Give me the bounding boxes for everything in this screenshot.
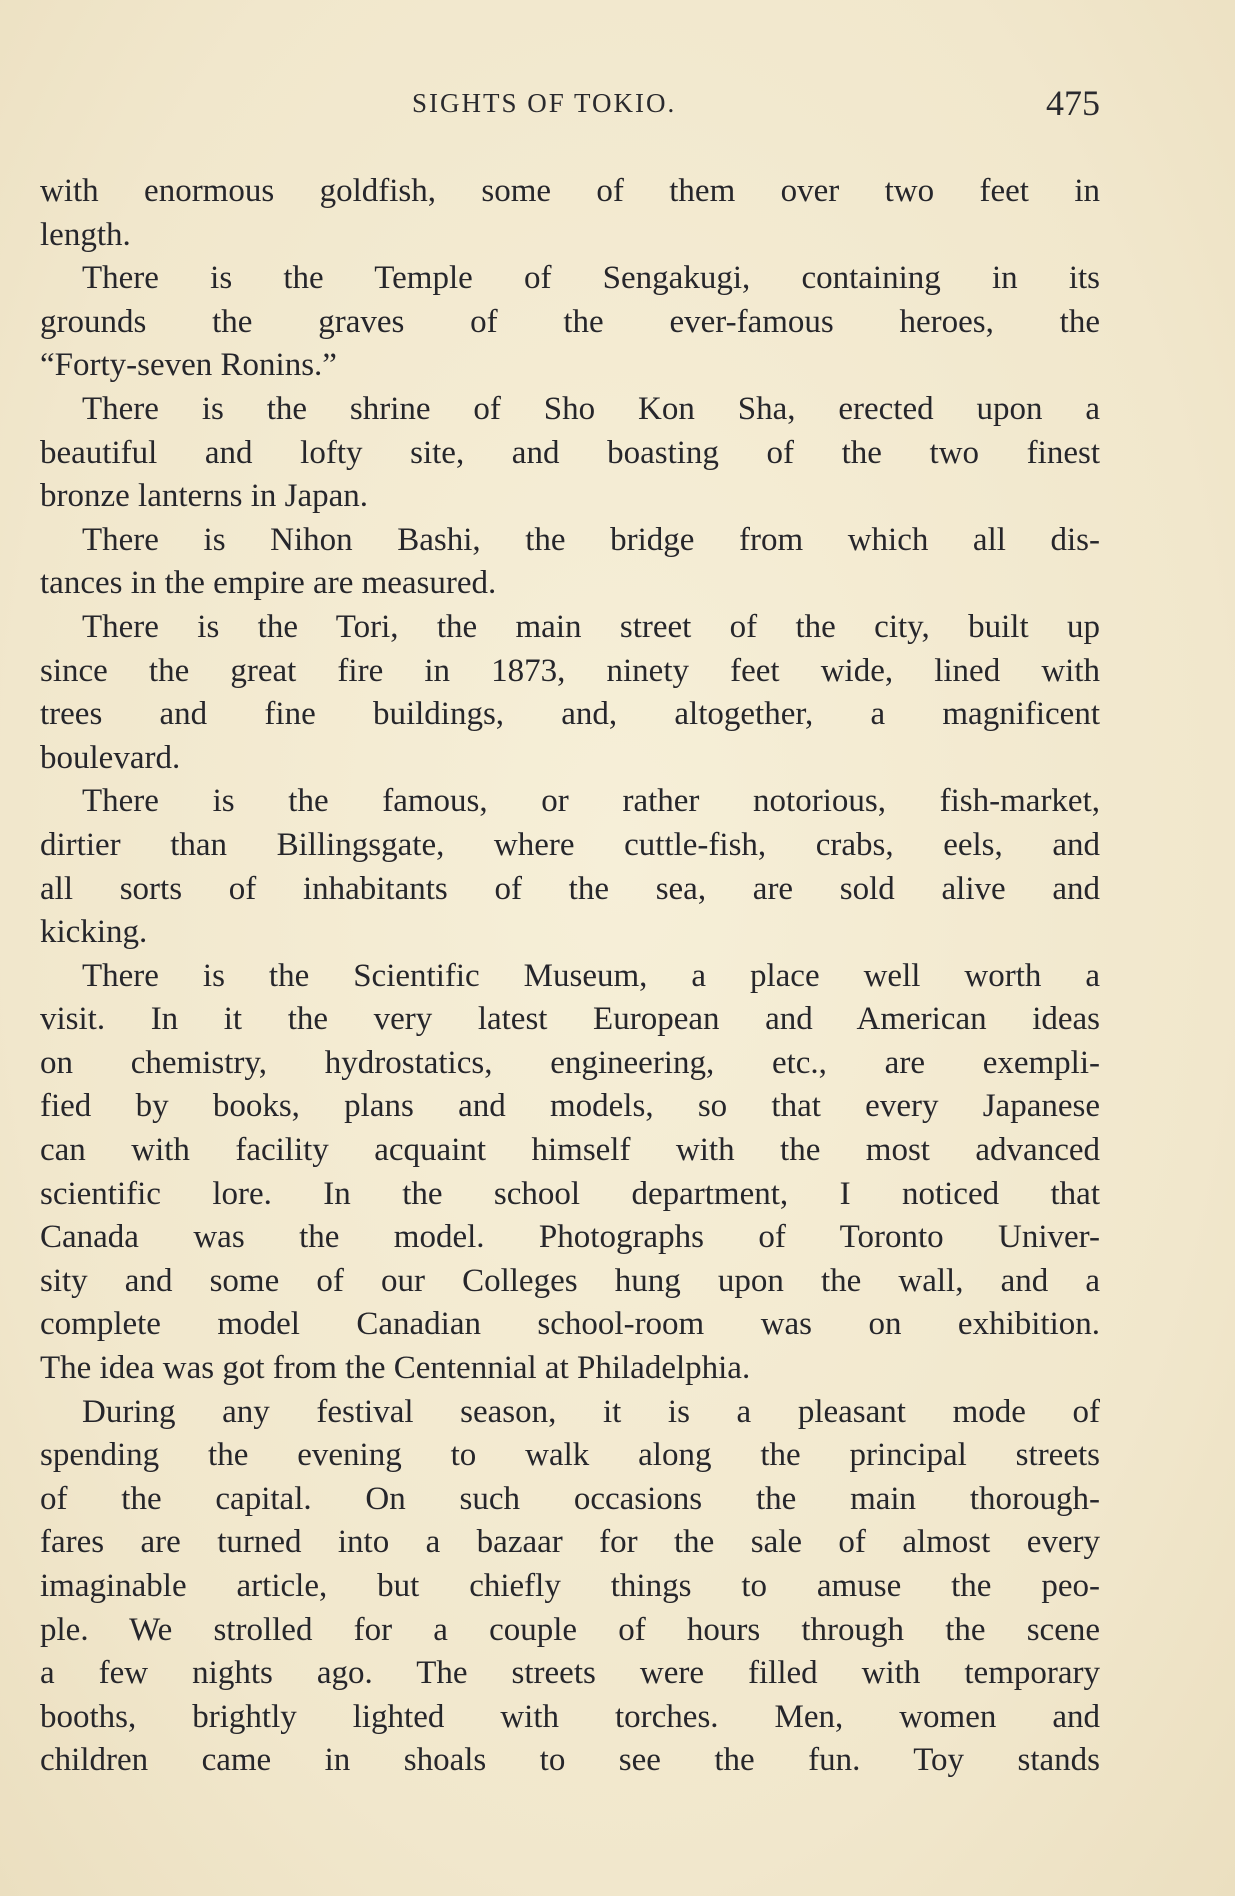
text-line: fares are turned into a bazaar for the sale of almost every	[40, 1524, 1100, 1561]
text-line: bronze lanterns in Japan.	[40, 478, 369, 515]
text-line: children came in shoals to see the fun. Toy stands	[40, 1742, 1100, 1779]
running-title: SIGHTS OF TOKIO.	[412, 88, 677, 118]
text-line: There is the Temple of Sengakugi, containing in its	[82, 260, 1100, 297]
text-line: kicking.	[40, 914, 148, 951]
text-line: During any festival season, it is a pleasant mode of	[82, 1393, 1100, 1430]
text-line: There is the Tori, the main street of the city, built up	[82, 608, 1100, 645]
text-line: sity and some of our Colleges hung upon the wall, and a	[40, 1262, 1100, 1299]
text-line: tances in the empire are measured.	[40, 565, 497, 602]
text-line: There is Nihon Bashi, the bridge from which all dis-	[82, 521, 1100, 558]
text-line: all sorts of inhabitants of the sea, are sold alive and	[40, 870, 1100, 907]
text-line: since the great fire in 1873, ninety feet wide, lined with	[40, 652, 1100, 689]
text-line: length.	[40, 216, 131, 253]
text-line: a few nights ago. The streets were filled with temporary	[40, 1655, 1100, 1692]
text-line: of the capital. On such occasions the main thorough-	[40, 1480, 1100, 1517]
text-line: “Forty-seven Ronins.”	[40, 347, 337, 384]
text-line: fied by books, plans and models, so that every Japanese	[40, 1088, 1100, 1125]
page-number: 475	[1046, 83, 1100, 123]
text-line: trees and fine buildings, and, altogether, a magnificent	[40, 696, 1100, 733]
text-line: boulevard.	[40, 739, 181, 776]
text-line: booths, brightly lighted with torches. Men, women and	[40, 1698, 1100, 1735]
text-line: with enormous goldfish, some of them over two feet in	[40, 173, 1100, 209]
text-line: imaginable article, but chiefly things to amuse the peo-	[40, 1568, 1100, 1604]
text-line: visit. In it the very latest European and American ideas	[40, 1001, 1100, 1038]
text-line: spending the evening to walk along the principal streets	[40, 1437, 1100, 1474]
body-text	[40, 170, 1100, 1783]
text-line: scientific lore. In the school department, I noticed that	[40, 1175, 1100, 1212]
text-line: The idea was got from the Centennial at Philadelphia.	[40, 1350, 751, 1387]
text-line: can with facility acquaint himself with the most advanced	[40, 1132, 1100, 1169]
text-line: dirtier than Billingsgate, where cuttle-fish, crabs, eels, and	[40, 826, 1100, 863]
text-line: on chemistry, hydrostatics, engineering, etc., are exempli-	[40, 1044, 1100, 1081]
text-line: complete model Canadian school-room was on exhibition.	[40, 1306, 1100, 1343]
text-line: beautiful and lofty site, and boasting of the two finest	[40, 434, 1100, 471]
page-header	[40, 83, 1100, 128]
text-line: There is the famous, or rather notorious, fish-market,	[82, 783, 1100, 820]
text-line: grounds the graves of the ever-famous heroes, the	[40, 303, 1100, 340]
text-line: ple. We strolled for a couple of hours through the scene	[40, 1611, 1100, 1648]
text-line: Canada was the model. Photographs of Toronto Univer-	[40, 1219, 1100, 1256]
text-line: There is the shrine of Sho Kon Sha, erected upon a	[82, 390, 1100, 427]
text-line: There is the Scientific Museum, a place well worth a	[82, 957, 1100, 994]
